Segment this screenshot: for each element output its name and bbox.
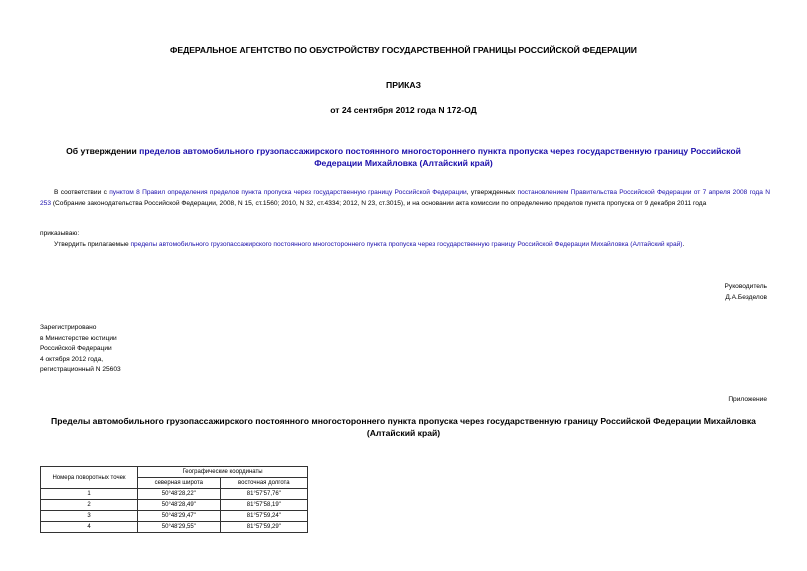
cell-lat: 50°48'29,55"	[138, 522, 221, 533]
cell-lon: 81°57'59,29"	[220, 522, 307, 533]
para1-text2: , утвержденных	[466, 189, 518, 196]
para1-text1: В соответствии с	[54, 189, 110, 196]
cell-lon: 81°57'59,24"	[220, 511, 307, 522]
table-row	[41, 522, 308, 533]
table-row	[41, 500, 308, 511]
limits-title: Пределы автомобильного грузопассажирского постоянного многостороннего пункта пропуска через государственную границу Российской Федерации Михайловка (Алтайский край)	[51, 416, 756, 438]
cell-lat: 50°48'28,22"	[138, 489, 221, 500]
col-header-lat: северная широта	[138, 478, 221, 489]
coordinates-table	[40, 466, 308, 533]
signature-name: Д.А.Безделов	[725, 294, 767, 301]
signature-position: Руководитель	[724, 283, 767, 290]
agency-heading: ФЕДЕРАЛЬНОЕ АГЕНТСТВО ПО ОБУСТРОЙСТВУ ГОСУДАРСТВЕННОЙ ГРАНИЦЫ РОССИЙСКОЙ ФЕДЕРАЦИИ	[170, 45, 637, 55]
col-header-points: Номера поворотных точек	[41, 467, 138, 489]
limits-link[interactable]: пределы автомобильного грузопассажирского постоянного многостороннего пункта пропуска через государственную границу Российской Федерации Михайловка (Алтайский край)	[130, 241, 683, 248]
registration-line: регистрационный N 25603	[40, 366, 121, 373]
table-row	[41, 511, 308, 522]
registration-line: в Министерстве юстиции	[40, 334, 117, 342]
para2-text1: Утвердить прилагаемые	[54, 241, 131, 248]
para1-text3: (Собрание законодательства Российской Федерации, 2008, N 15, ст.1560; 2010, N 32, ст.4334; 2012, N 23, ст.3015), и на основании акта комиссии по определению пределов пункта пропуска от 9 декабря 2011 года	[51, 200, 707, 207]
signature-block	[725, 281, 767, 303]
cell-point: 2	[41, 500, 138, 511]
appendix-label: Приложение	[728, 396, 767, 403]
resolution-link[interactable]: постановлением Правительства Российской Федерации от 7 апреля 2008 года N 253	[40, 189, 771, 207]
col-header-geo: Географические координаты	[138, 467, 308, 478]
para2-text2: .	[682, 241, 685, 248]
cell-lat: 50°48'29,47"	[138, 511, 221, 522]
cell-point: 3	[41, 511, 138, 522]
cell-point: 1	[41, 489, 138, 500]
col-header-lon: восточная долгота	[220, 478, 307, 489]
rules-link[interactable]: пунктом 8 Правил определения пределов пункта пропуска через государственную границу Российской Федерации	[109, 189, 467, 196]
title-prefix: Об утверждении	[66, 146, 140, 156]
date-number-heading: от 24 сентября 2012 года N 172-ОД	[330, 105, 477, 115]
cell-lat: 50°48'28,49"	[138, 500, 221, 511]
document-title	[48, 145, 759, 169]
cell-point: 4	[41, 522, 138, 533]
paragraph-approve	[40, 239, 770, 250]
table-row	[41, 489, 308, 500]
table-header-row	[41, 467, 308, 478]
registration-line: 4 октября 2012 года,	[40, 355, 104, 363]
doc-type-heading: ПРИКАЗ	[386, 80, 421, 90]
cell-lon: 81°57'58,19"	[220, 500, 307, 511]
cell-lon: 81°57'57,76"	[220, 489, 307, 500]
title-link[interactable]: пределов автомобильного грузопассажирского постоянного многостороннего пункта пропуска через государственную границу Российской Федерации Михайловка (Алтайский край)	[139, 146, 741, 168]
registration-line: Зарегистрировано	[40, 324, 97, 331]
paragraph-basis	[40, 187, 770, 209]
registration-line: Российской Федерации	[40, 345, 112, 352]
registration-block	[40, 323, 121, 376]
order-word: приказываю:	[40, 230, 80, 237]
